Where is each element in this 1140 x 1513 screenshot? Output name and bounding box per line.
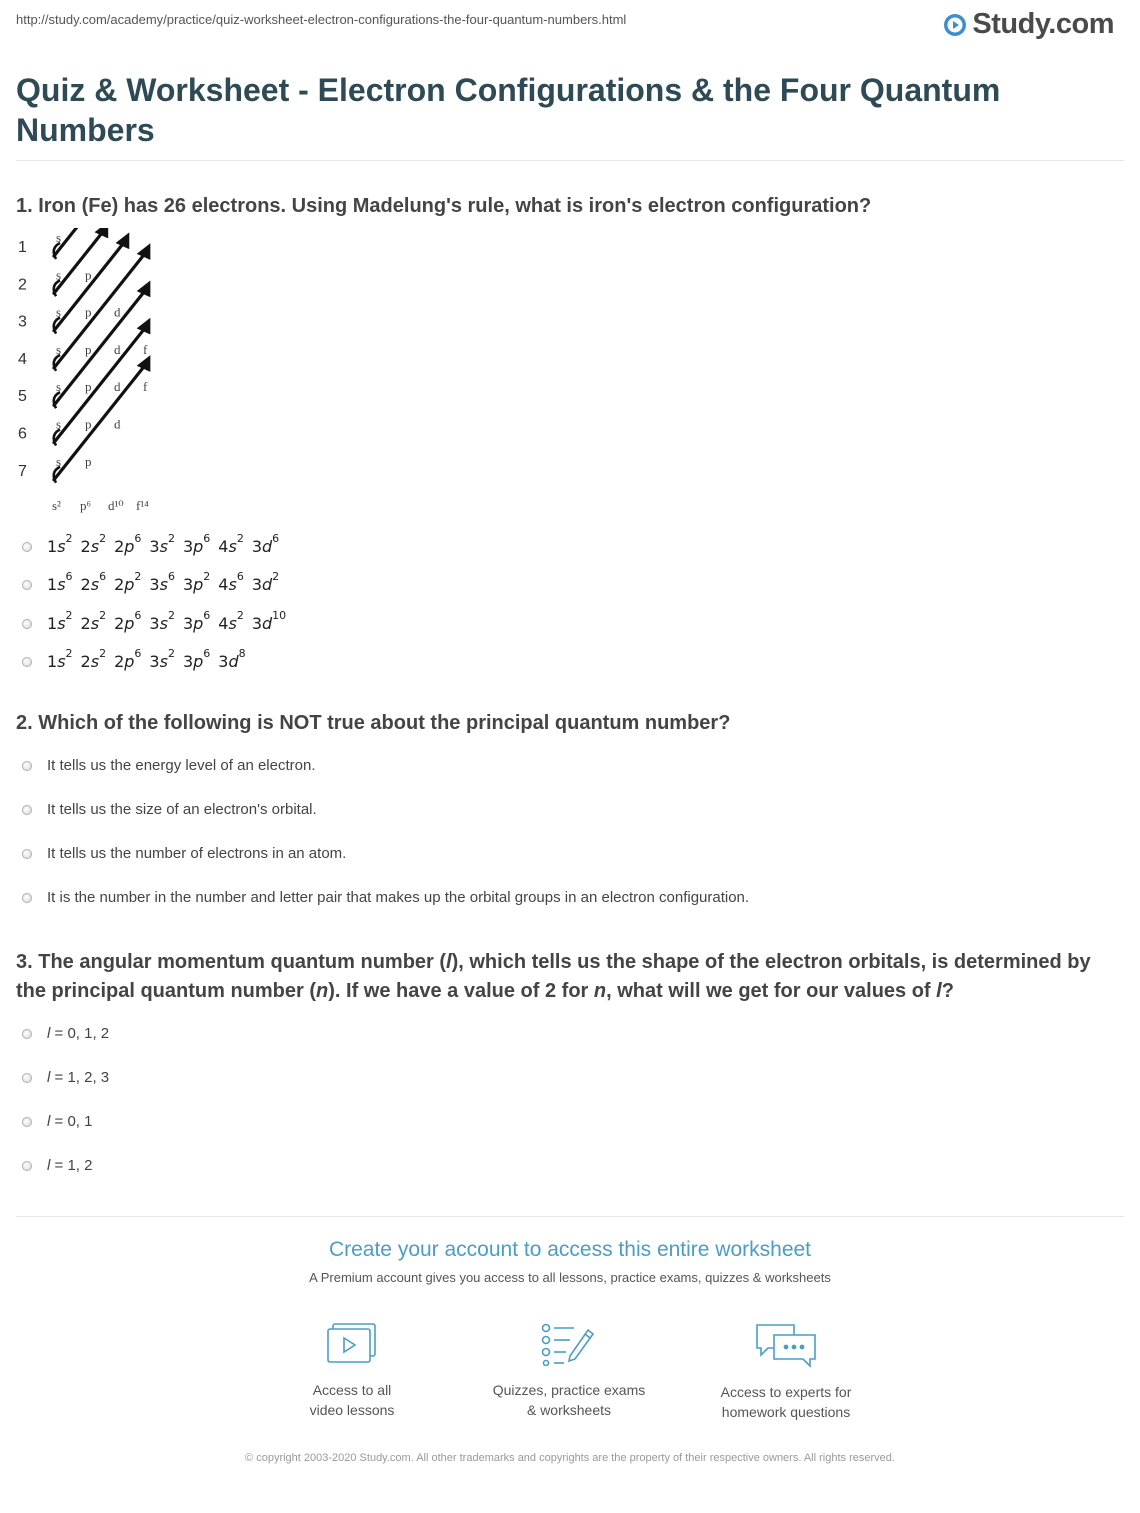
shell-number: 1 <box>18 239 27 256</box>
page-url: http://study.com/academy/practice/quiz-worksheet-electron-configurations-the-four-quantum-numbers.html <box>16 12 627 27</box>
filling-arrow <box>54 364 146 479</box>
orbital-letter: p <box>85 379 92 395</box>
question-1-text: 1. Iron (Fe) has 26 electrons. Using Madelung's rule, what is iron's electron configuration? <box>16 195 872 217</box>
orbital-letter: d <box>114 416 121 432</box>
orbital-letter: f <box>143 341 148 357</box>
orbital-letter: d <box>114 341 121 357</box>
option-text: $1s^2$ $2s^2$ $2p^6$ $3s^2$ $3p^6$ $4s^2$ $3d^{10}$ <box>47 609 287 633</box>
orbital-letter: p <box>85 267 92 283</box>
option-text: It tells us the size of an electron's orbital. <box>47 801 317 818</box>
radio-button[interactable] <box>22 1073 32 1083</box>
feature-video-lessons <box>252 1322 452 1420</box>
q3-option-1[interactable] <box>22 1025 109 1042</box>
arrow-head <box>140 284 149 295</box>
q2-option-3[interactable] <box>22 845 346 862</box>
study-logo[interactable] <box>943 8 1114 41</box>
option-text: l = 1, 2 <box>47 1157 93 1174</box>
shell-number: 2 <box>18 276 27 294</box>
option-text: l = 0, 1 <box>47 1113 93 1130</box>
q1-option-4[interactable] <box>22 647 254 671</box>
orbital-letter: s <box>56 304 62 320</box>
question-3-text: 3. The angular momentum quantum number (l), which tells us the shape of the electron orbitals, is determined by the principal quantum number (n). If we have a value of 2 for n, what will we get for our values of l? <box>16 951 1091 1002</box>
radio-button[interactable] <box>22 542 32 552</box>
q2-option-4[interactable] <box>22 889 749 906</box>
shell-number: 4 <box>18 350 27 368</box>
logo-text: Study.com <box>972 8 1114 40</box>
option-text: It is the number in the number and letter pair that makes up the orbital groups in an electron configuration. <box>47 889 750 906</box>
chat-bubbles-icon <box>754 1322 818 1368</box>
radio-button[interactable] <box>22 1029 32 1039</box>
orbital-capacity: d¹⁰ <box>108 498 124 513</box>
option-text: $1s^2$ $2s^2$ $2p^6$ $3s^2$ $3p^6$ $3d^8$ <box>47 647 246 671</box>
q3-option-2[interactable] <box>22 1069 109 1086</box>
q1-option-1[interactable] <box>22 532 287 556</box>
feature-quizzes <box>469 1322 669 1420</box>
orbital-letter: s <box>56 416 62 432</box>
radio-button[interactable] <box>22 1161 32 1171</box>
q3-option-4[interactable] <box>22 1157 92 1174</box>
orbital-letter: d <box>114 304 121 320</box>
option-text: $1s^6$ $2s^6$ $2p^2$ $3s^6$ $3p^2$ $4s^6$ $3d^2$ <box>47 570 280 594</box>
feature-label: Access to all video lessons <box>309 1382 395 1418</box>
option-text: $1s^2$ $2s^2$ $2p^6$ $3s^2$ $3p^6$ $4s^2$ $3d^6$ <box>47 532 280 556</box>
orbital-letter: s <box>56 341 62 357</box>
cta-subtitle: A Premium account gives you access to all lessons, practice exams, quizzes & worksheets <box>309 1270 831 1285</box>
filling-arrow <box>54 231 104 293</box>
feature-label: Quizzes, practice exams & worksheets <box>492 1382 646 1418</box>
quiz-checklist-icon <box>540 1322 598 1366</box>
play-logo-icon <box>943 13 967 37</box>
feature-label: Access to experts for homework questions <box>720 1384 852 1420</box>
orbital-capacity: s² <box>52 498 61 513</box>
video-lesson-icon <box>325 1322 379 1366</box>
feature-experts <box>686 1322 886 1422</box>
radio-button[interactable] <box>22 1117 32 1127</box>
orbital-letter: s <box>56 230 62 245</box>
option-text: It tells us the number of electrons in an atom. <box>47 845 347 862</box>
radio-button[interactable] <box>22 761 32 771</box>
madelung-diagram <box>14 228 254 520</box>
filling-arrow <box>54 327 146 442</box>
option-text: l = 1, 2, 3 <box>47 1069 110 1086</box>
filling-arrow <box>54 252 146 367</box>
title-divider <box>16 160 1124 161</box>
q3-option-3[interactable] <box>22 1113 92 1130</box>
arrow-head <box>140 321 149 332</box>
cta-divider <box>16 1216 1124 1217</box>
orbital-letter: s <box>56 453 62 469</box>
q2-option-2[interactable] <box>22 801 317 818</box>
radio-button[interactable] <box>22 805 32 815</box>
shell-number: 6 <box>18 425 27 443</box>
orbital-letter: p <box>85 416 92 432</box>
q1-option-2[interactable] <box>22 570 287 594</box>
arrow-head <box>140 358 149 369</box>
q2-option-1[interactable] <box>22 757 315 774</box>
orbital-letter: p <box>85 304 92 320</box>
radio-button[interactable] <box>22 580 32 590</box>
question-2-text: 2. Which of the following is NOT true about the principal quantum number? <box>16 712 731 734</box>
orbital-letter: s <box>56 267 62 283</box>
filling-arrow <box>54 290 146 405</box>
cta-title[interactable]: Create your account to access this entire worksheet <box>328 1238 812 1261</box>
shell-number: 5 <box>18 388 27 406</box>
orbital-letter: p <box>85 453 92 469</box>
radio-button[interactable] <box>22 657 32 667</box>
orbital-capacity: f¹⁴ <box>136 498 149 513</box>
q1-option-3[interactable] <box>22 609 294 633</box>
radio-button[interactable] <box>22 849 32 859</box>
shell-number: 7 <box>18 462 27 480</box>
orbital-letter: p <box>85 341 92 357</box>
radio-button[interactable] <box>22 893 32 903</box>
page-title: Quiz & Worksheet - Electron Configurations & the Four Quantum Numbers <box>16 72 1001 148</box>
shell-number: 3 <box>18 313 27 331</box>
orbital-letter: d <box>114 379 121 395</box>
copyright-footer: © copyright 2003-2020 Study.com. All other trademarks and copyrights are the property of their respective owners. All rights reserved. <box>245 1452 895 1464</box>
option-text: l = 0, 1, 2 <box>47 1025 110 1042</box>
orbital-letter: s <box>56 379 62 395</box>
arrow-head <box>140 246 149 257</box>
orbital-capacity: p⁶ <box>80 498 92 513</box>
orbital-letter: f <box>143 379 148 395</box>
arrow-head <box>119 236 128 247</box>
option-text: It tells us the energy level of an electron. <box>47 757 316 774</box>
radio-button[interactable] <box>22 619 32 629</box>
